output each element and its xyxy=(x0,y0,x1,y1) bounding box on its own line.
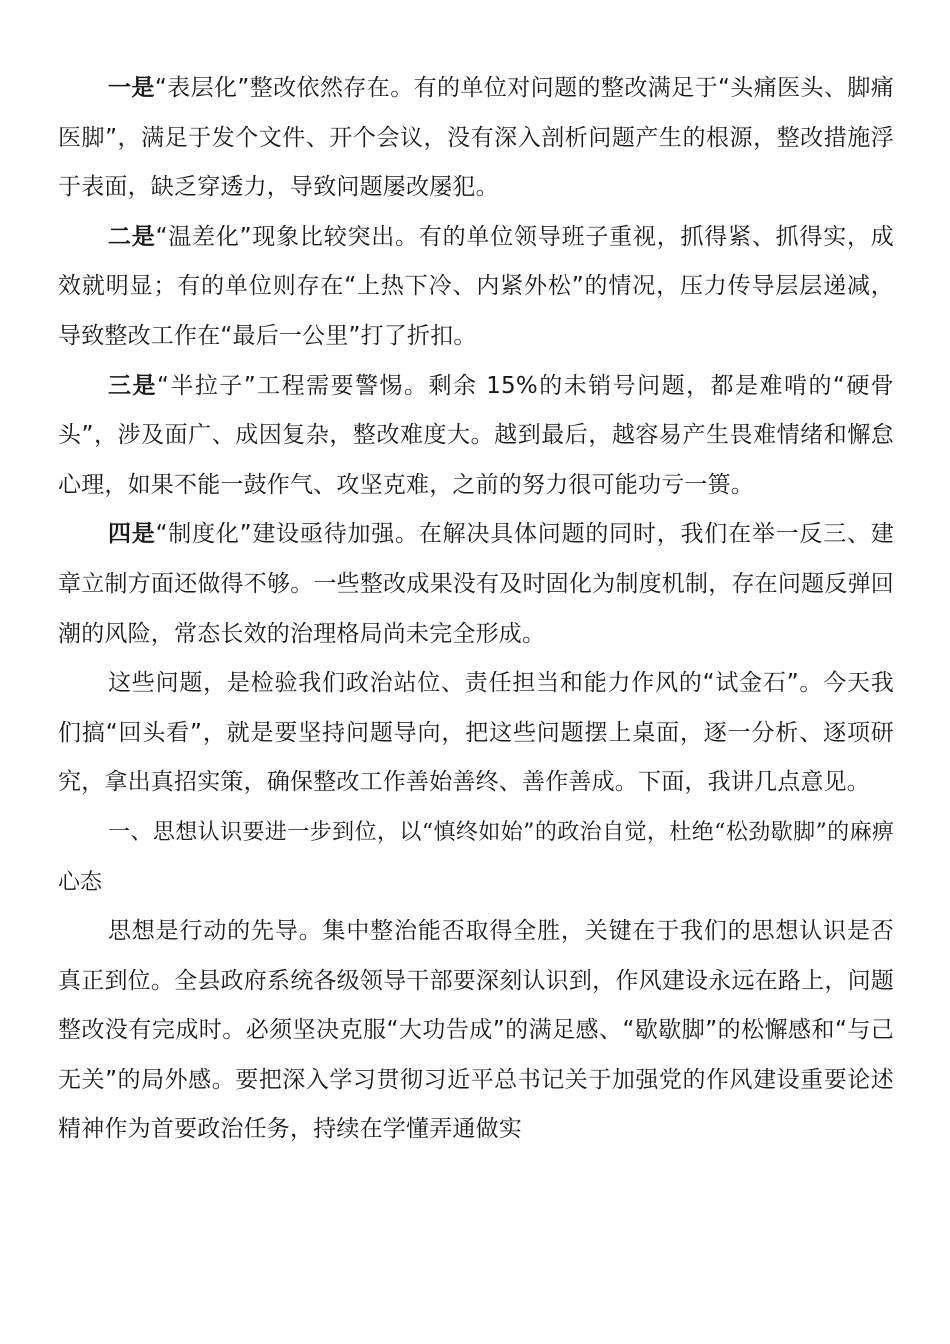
paragraph-4 xyxy=(58,510,894,659)
paragraph-text: “半拉子”工程需要警惕。剩余 15%的未销号问题，都是难啃的“硬骨头”，涉及面广、成因复杂，整改难度大。越到最后，越容易产生畏难情绪和懈怠心理，如果不能一鼓作气、攻坚克难，之前的努力很可能功亏一篑。 xyxy=(58,372,894,498)
paragraph-text: “温差化”现象比较突出。有的单位领导班子重视，抓得紧、抓得实，成效就明显；有的单位则存在“上热下冷、内紧外松”的情况，压力传导层层递减，导致整改工作在“最后一公里”打了折扣。 xyxy=(58,223,894,349)
paragraph-1 xyxy=(58,64,894,213)
paragraph-text: “制度化”建设亟待加强。在解决具体问题的同时，我们在举一反三、建章立制方面还做得不够。一些整改成果没有及时固化为制度机制，存在问题反弹回潮的风险，常态长效的治理格局尚未完全形成。 xyxy=(58,521,894,647)
paragraph-closing xyxy=(58,907,894,1155)
paragraph-text: 思想是行动的先导。集中整治能否取得全胜，关键在于我们的思想认识是否真正到位。全县政府系统各级领导干部要深刻认识到，作风建设永远在路上，问题整改没有完成时。必须坚决克服“大功告成”的满足感、“歇歇脚”的松懈感和“与己无关”的局外感。要把深入学习贯彻习近平总书记关于加强党的作风建设重要论述精神作为首要政治任务，持续在学懂弄通做实 xyxy=(58,918,894,1143)
document-page xyxy=(58,64,894,1155)
section-heading: 一、思想认识要进一步到位，以“慎终如始”的政治自觉，杜绝“松劲歇脚”的麻痹心态 xyxy=(58,819,894,895)
paragraph-text: 这些问题，是检验我们政治站位、责任担当和能力作风的“试金石”。今天我们搞“回头看”，就是要坚持问题导向，把这些问题摆上桌面，逐一分析、逐项研究，拿出真招实策，确保整改工作善始善终、善作善成。下面，我讲几点意见。 xyxy=(58,670,894,796)
paragraph-text: “表层化”整改依然存在。有的单位对问题的整改满足于“头痛医头、脚痛医脚”，满足于发个文件、开个会议，没有深入剖析问题产生的根源，整改措施浮于表面，缺乏穿透力，导致问题屡改屡犯。 xyxy=(58,75,894,201)
paragraph-lead: 四是 xyxy=(108,521,156,548)
paragraph-3 xyxy=(58,362,894,511)
paragraph-lead: 三是 xyxy=(108,372,157,399)
paragraph-lead: 二是 xyxy=(108,223,156,250)
paragraph-5 xyxy=(58,659,894,808)
paragraph-lead: 一是 xyxy=(108,75,155,101)
paragraph-2 xyxy=(58,213,894,362)
